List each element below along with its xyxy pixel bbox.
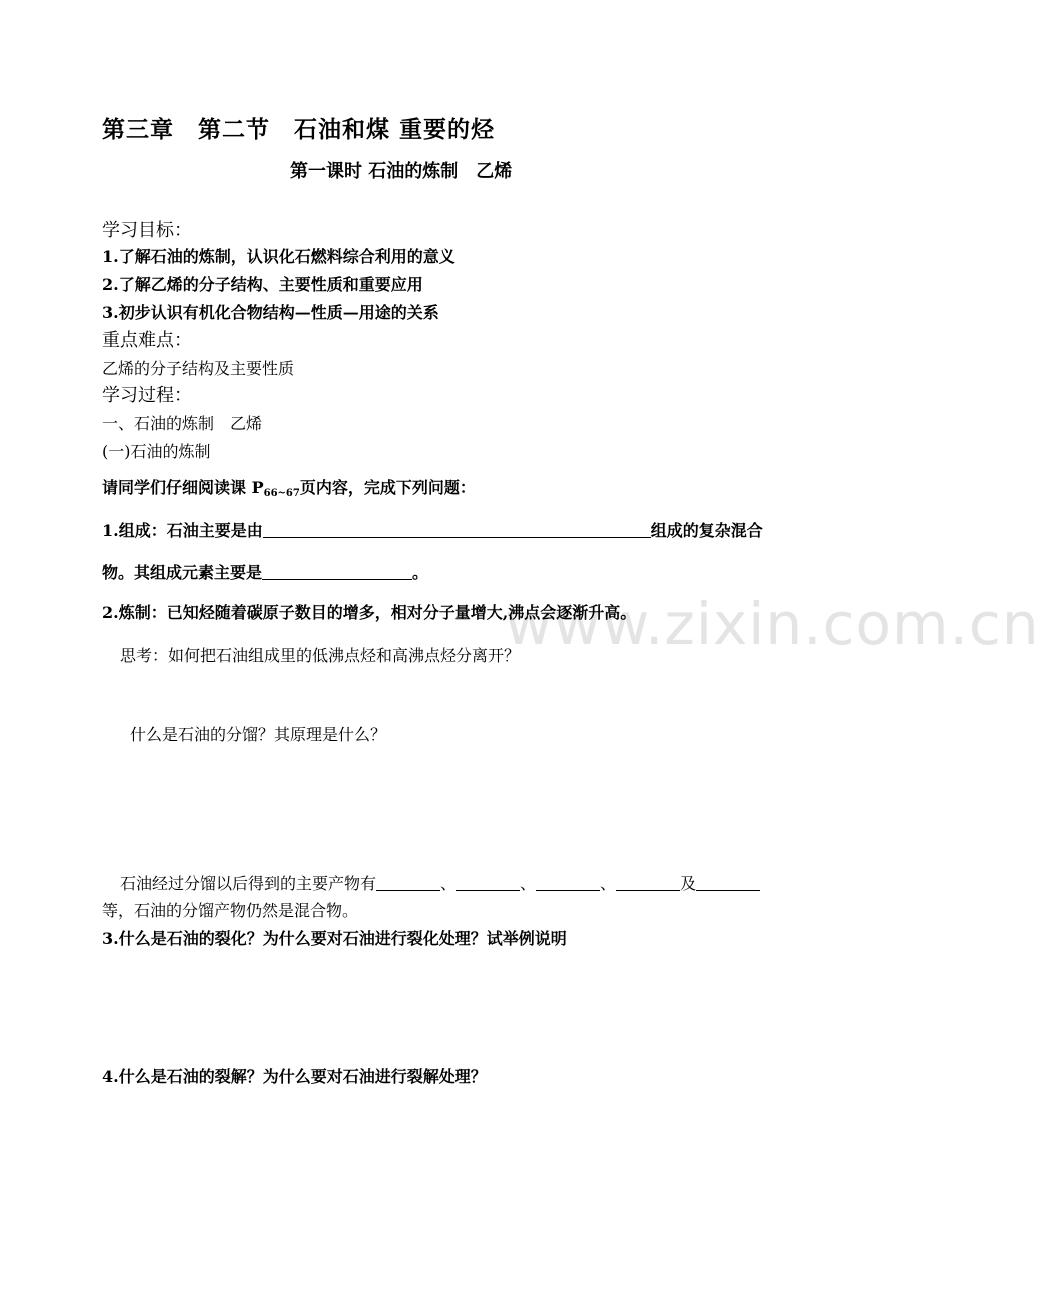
q1-composition-blank[interactable] [263, 521, 651, 538]
q1-pre: 1.组成：石油主要是由 [102, 521, 263, 540]
question-1-line-2 [102, 563, 428, 581]
instruction-post: 页内容，完成下列问题： [299, 478, 476, 497]
question-4: 4.什么是石油的裂解？为什么要对石油进行裂解处理？ [102, 1067, 487, 1086]
goal-item-2: 2.了解乙烯的分子结构、主要性质和重要应用 [102, 275, 423, 294]
product-blank-5[interactable] [696, 874, 760, 891]
separator: 、 [520, 874, 537, 893]
think-question: 思考：如何把石油组成里的低沸点烃和高沸点烃分离开？ [120, 646, 521, 665]
product-blank-2[interactable] [456, 874, 520, 891]
product-blank-3[interactable] [536, 874, 600, 891]
q1-line2-pre: 物。其组成元素主要是 [102, 563, 263, 582]
products-pre: 石油经过分馏以后得到的主要产物有 [120, 874, 377, 893]
section-1-subheading: (一)石油的炼制 [102, 442, 211, 461]
key-text: 乙烯的分子结构及主要性质 [102, 359, 295, 378]
key-heading: 重点难点： [102, 330, 192, 351]
watermark: www.zixin.com.cn [505, 590, 1040, 658]
goals-heading: 学习目标： [102, 220, 192, 241]
separator: 、 [600, 874, 617, 893]
question-1-line-1 [102, 521, 763, 539]
q1-line2-post: 。 [412, 563, 429, 582]
q1-elements-blank[interactable] [262, 563, 412, 580]
reading-instruction [102, 480, 476, 499]
products-line-2: 等，石油的分馏产物仍然是混合物。 [102, 901, 359, 920]
q1-post: 组成的复杂混合 [650, 521, 763, 540]
section-1-heading: 一、石油的炼制 乙烯 [102, 414, 263, 433]
product-blank-1[interactable] [376, 874, 440, 891]
page-range: 66~67 [263, 488, 300, 499]
goal-item-1: 1.了解石油的炼制，认识化石燃料综合利用的意义 [102, 247, 455, 266]
chapter-title: 第三章 第二节 石油和煤 重要的烃 [102, 116, 496, 143]
products-line-1 [120, 874, 760, 892]
separator: 、 [440, 874, 457, 893]
question-3: 3.什么是石油的裂化？为什么要对石油进行裂化处理？试举例说明 [102, 929, 567, 948]
product-blank-4[interactable] [616, 874, 680, 891]
fractional-distillation-question: 什么是石油的分馏？其原理是什么？ [130, 725, 387, 744]
question-2: 2.炼制：已知烃随着碳原子数目的增多，相对分子量增大,沸点会逐渐升高。 [102, 603, 637, 622]
goal-item-3: 3.初步认识有机化合物结构—性质—用途的关系 [102, 303, 439, 322]
separator-ji: 及 [680, 874, 697, 893]
instruction-pre: 请同学们仔细阅读课 P [102, 478, 264, 497]
lesson-subtitle: 第一课时 石油的炼制 乙烯 [290, 161, 513, 182]
process-heading: 学习过程： [102, 385, 192, 406]
